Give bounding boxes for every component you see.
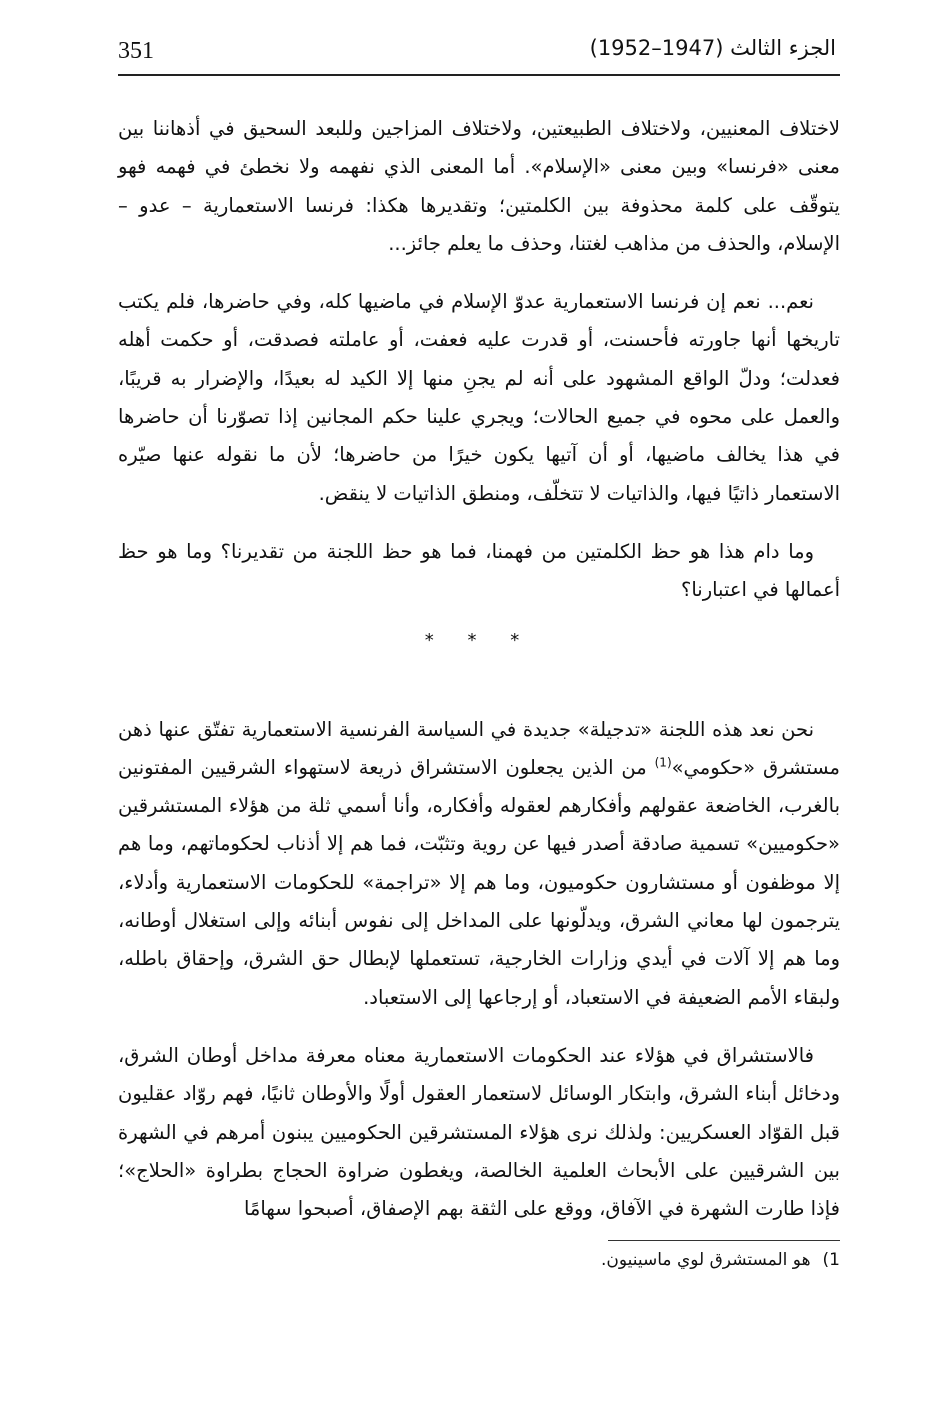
page-header [118, 32, 836, 72]
running-title: الجزء الثالث (1947–1952) [589, 36, 836, 60]
body-text [118, 110, 840, 1248]
footnote-marker: 1) [822, 1250, 840, 1270]
header-rule [118, 74, 840, 76]
paragraph-4-part-1: نحن نعد هذه اللجنة «تدجيلة» جديدة في السياسة الفرنسية الاستعمارية تفتّق عنها ذهن مستشرق «حكومي» [118, 717, 840, 779]
paragraph-5: فالاستشراق في هؤلاء عند الحكومات الاستعمارية معناه معرفة مداخل أوطان الشرق، ودخائل أبناء الشرق، وابتكار الوسائل لاستعمار العقول أولًا والأوطان ثانيًا، فهم روّاد عقليون قبل القوّاد العسكريين: ولذلك نرى هؤلاء المستشرقين الحكوميين يبنون أمرهم في الشهرة بين الشرقيين على الأبحاث العلمية الخالصة، ويغطون ضراوة الحجاج بطراوة «الحلاج»؛ فإذا طارت الشهرة في الآفاق، ووقع على الثقة بهم الإصفاق، أصبحوا سهامًا [118, 1043, 840, 1221]
section-separator: * * * [424, 629, 534, 651]
footnote [601, 1250, 840, 1270]
paragraph-4-part-2: من الذين يجعلون الاستشراق ذريعة لاستهواء الشرقيين المفتونين بالغرب، الخاضعة عقولهم وأفكارهم لعقوله وأفكاره، وأنا أسمي ثلة من هؤلاء المستشرقين «حكوميين» تسمية صادقة أصدر فيها عن روية وتثبّت، فما هم إلا أذناب لحكوماتهم، وما هم إلا موظفون أو مستشارون حكوميون، وما هم إلا «تراجمة» للحكومات الاستعمارية وأدلاء، يترجمون لها معاني الشرق، ويدلّونها على المداخل إلى نفوس أبنائه وإلى استغلال أوطانه، وما هم إلا آلات في أيدي وزارات الخارجية، تستعملها لإبطال حق الشرق، وإحقاق باطله، ولبقاء الأمم الضعيفة في الاستعباد، أو إرجاعها إلى الاستعباد. [118, 755, 840, 1009]
paragraph-4 [118, 711, 840, 1017]
paragraph-3: وما دام هذا هو حظ الكلمتين من فهمنا، فما هو حظ اللجنة من تقديرنا؟ وما هو حظ أعمالها في اعتبارنا؟ [118, 539, 840, 602]
footnote-reference[interactable]: (1) [654, 755, 672, 770]
footnote-rule [608, 1240, 840, 1241]
paragraph-2: نعم... نعم إن فرنسا الاستعمارية عدوّ الإسلام في ماضيها كله، وفي حاضرها، فلم يكتب تاريخها أنها جاورته فأحسنت، أو قدرت عليه فعفت، أو عاملته فصدقت، أو حكمت أهله فعدلت؛ ودلّ الواقع المشهود على أنه لم يجنِ منها إلا الكيد له بعيدًا، والإضرار به قريبًا، والعمل على محوه في جميع الحالات؛ ويجري علينا حكم المجانين إذا تصوّرنا أن حاضرها في هذا يخالف ماضيها، أو أن آتيها يكون خيرًا من حاضرها؛ لأن ما نقوله عنها صيّره الاستعمار ذاتيًا فيها، والذاتيات لا تتخلّف، ومنطق الذاتيات لا ينقض. [118, 290, 840, 505]
footnote-text: هو المستشرق لوي ماسينيون. [600, 1250, 811, 1270]
paragraph-1: لاختلاف المعنيين، ولاختلاف الطبيعتين، ولاختلاف المزاجين وللبعد السحيق في أذهاننا بين معنى «فرنسا» وبين معنى «الإسلام». أما المعنى الذي نفهمه ولا نخطئ في فهمه فهو يتوقّف على كلمة محذوفة بين الكلمتين؛ وتقديرها هكذا: فرنسا الاستعمارية – عدو – الإسلام، والحذف من مذاهب لغتنا، وحذف ما يعلم جائز... [118, 117, 840, 255]
page-number: 351 [118, 38, 154, 64]
